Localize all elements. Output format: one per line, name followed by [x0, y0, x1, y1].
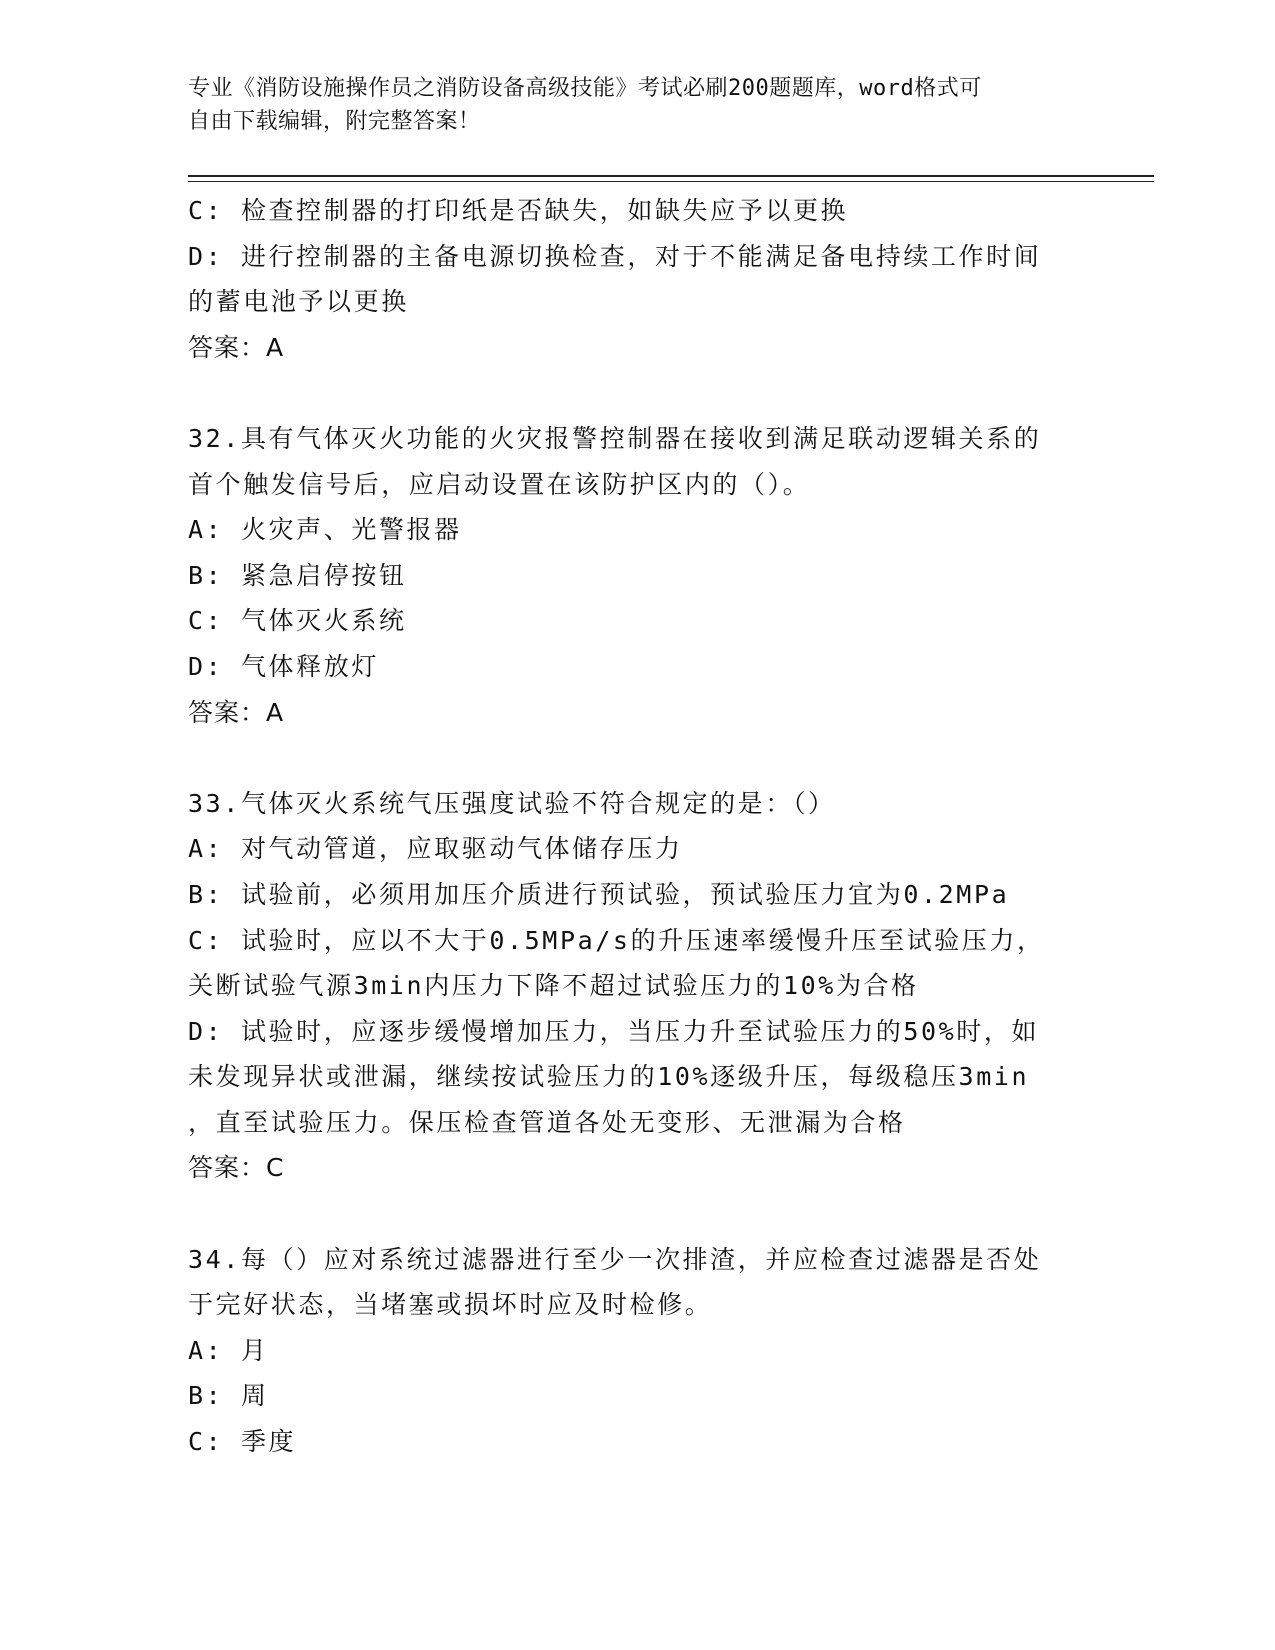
- option-line: A: 火灾声、光警报器: [188, 515, 462, 545]
- option-line: C: 试验时，应以不大于0.5MPa/s的升压速率缓慢升压至试验压力，: [188, 925, 1045, 955]
- option-line: 的蓄电池予以更换: [188, 287, 409, 317]
- option-line: B: 周: [188, 1381, 269, 1411]
- spacer: [188, 370, 1088, 416]
- option-line: 关断试验气源3min内压力下降不超过试验压力的10%为合格: [188, 971, 919, 1001]
- header-divider: [188, 175, 1154, 182]
- option-line: D: 气体释放灯: [188, 651, 379, 681]
- spacer: [188, 735, 1088, 781]
- option-line: B: 试验前，必须用加压介质进行预试验，预试验压力宜为0.2MPa: [188, 879, 1010, 909]
- question-line: 首个触发信号后，应启动设置在该防护区内的（）。: [188, 469, 811, 499]
- question-line: 33.气体灭火系统气压强度试验不符合规定的是：（）: [188, 788, 836, 818]
- option-line: D: 试验时，应逐步缓慢增加压力，当压力升至试验压力的50%时，如: [188, 1016, 1040, 1046]
- option-line: A: 月: [188, 1335, 269, 1365]
- option-line: C: 气体灭火系统: [188, 606, 407, 636]
- option-line: D: 进行控制器的主备电源切换检查，对于不能满足备电持续工作时间: [188, 241, 1042, 271]
- answer-line: 答案：A: [188, 697, 285, 727]
- option-line: A: 对气动管道，应取驱动气体储存压力: [188, 834, 683, 864]
- header-line-1: 专业《消防设施操作员之消防设备高级技能》考试必刷200题题库，word格式可: [188, 76, 982, 101]
- option-line: 未发现异状或泄漏，继续按试验压力的10%逐级升压，每级稳压3min: [188, 1062, 1030, 1092]
- option-line: ，直至试验压力。保压检查管道各处无变形、无泄漏为合格: [188, 1107, 906, 1137]
- question-line: 34.每（）应对系统过滤器进行至少一次排渣，并应检查过滤器是否处: [188, 1244, 1042, 1274]
- document-header: [188, 72, 1088, 138]
- question-line: 32.具有气体灭火功能的火灾报警控制器在接收到满足联动逻辑关系的: [188, 423, 1042, 453]
- header-line-2: 自由下载编辑，附完整答案！: [188, 109, 481, 134]
- question-line: 于完好状态，当堵塞或损坏时应及时检修。: [188, 1290, 713, 1320]
- question-content: [188, 188, 1088, 1465]
- option-line: C: 检查控制器的打印纸是否缺失，如缺失应予以更换: [188, 196, 849, 225]
- answer-line: 答案：C: [188, 1153, 285, 1183]
- option-line: C: 季度: [188, 1427, 297, 1457]
- option-line: B: 紧急启停按钮: [188, 560, 407, 590]
- spacer: [188, 1191, 1088, 1237]
- answer-line: 答案：A: [188, 332, 285, 362]
